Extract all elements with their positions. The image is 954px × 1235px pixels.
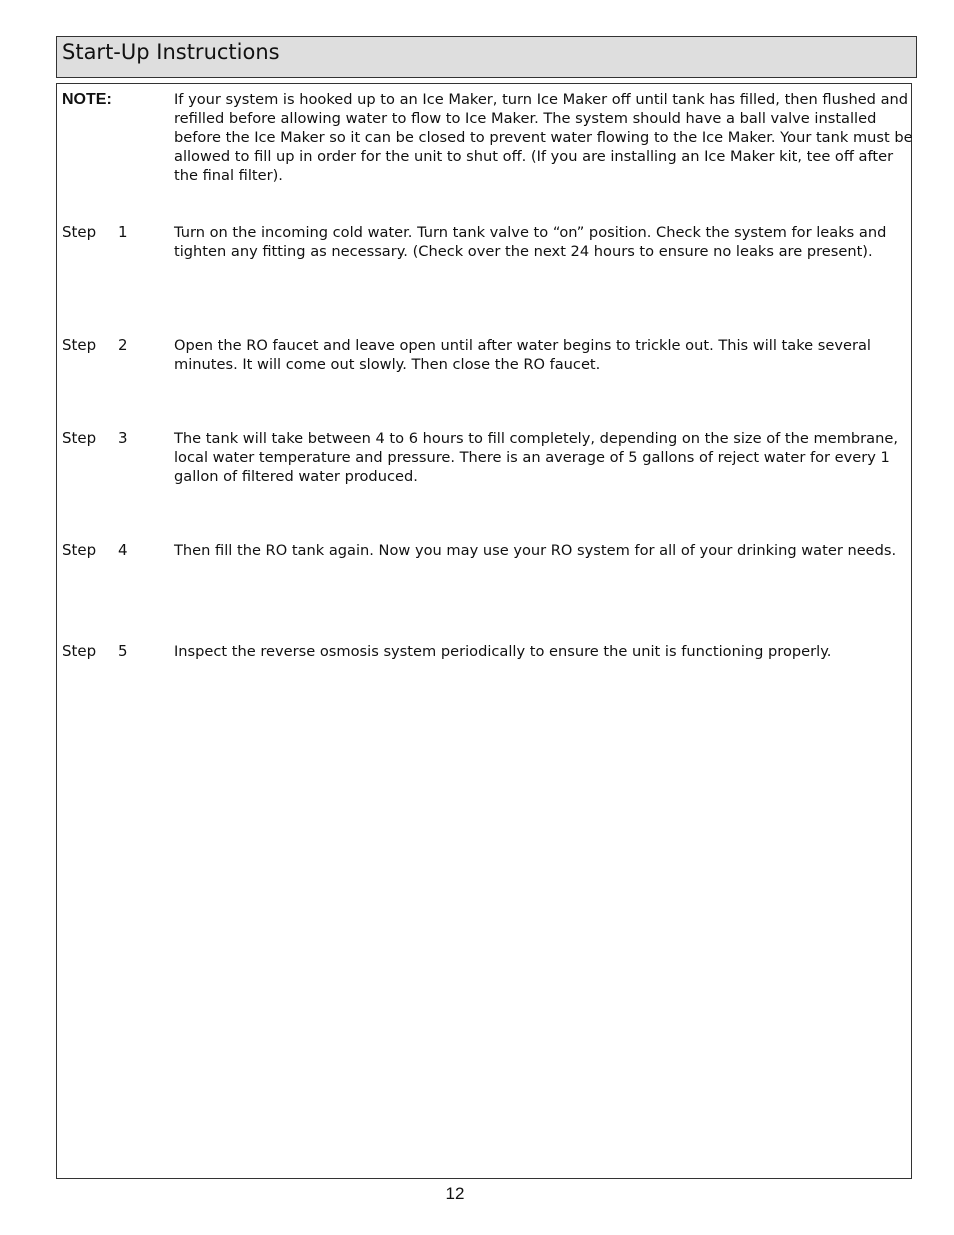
step-number: 2 [118,336,128,354]
step-text: Open the RO faucet and leave open until after water begins to trickle out. This will take several minutes. It will come out slowly. Then close the RO faucet. [174,337,871,373]
step-text: Inspect the reverse osmosis system periodically to ensure the unit is functioning properly. [174,643,832,660]
step-row [57,541,911,581]
step-label: Step [62,223,97,241]
note-text: If your system is hooked up to an Ice Maker, turn Ice Maker off until tank has filled, then flushed and refilled before allowing water to flow to Ice Maker. The system should have a ball valve installed before the Ice Maker so it can be closed to prevent water flowing to the Ice Maker. Your tank must be allowed to fill up in order for the unit to shut off. (If you are installing an Ice Maker kit, tee off after the final filter). [174,91,913,184]
section-title-bar [56,36,917,78]
page-title: Start-Up Instructions [62,40,280,64]
step-text: Then fill the RO tank again. Now you may use your RO system for all of your drinking water needs. [174,542,897,559]
step-label: Step [62,642,97,660]
note-label: NOTE: [62,91,112,108]
step-label: Step [62,541,97,559]
step-text: The tank will take between 4 to 6 hours to fill completely, depending on the size of the membrane, local water temperature and pressure. There is an average of 5 gallons of reject water for every 1 gallon of filtered water produced. [174,430,898,485]
instructions-box [56,83,912,1179]
step-number: 3 [118,429,128,447]
step-row [57,429,911,489]
step-text: Turn on the incoming cold water. Turn tank valve to “on” position. Check the system for leaks and tighten any fitting as necessary. (Check over the next 24 hours to ensure no leaks are present). [174,224,887,260]
step-row [57,223,911,283]
step-label: Step [62,336,97,354]
note-row [57,87,911,187]
step-number: 4 [118,541,128,559]
step-label: Step [62,429,97,447]
page-number: 12 [445,1184,465,1203]
step-number: 1 [118,223,128,241]
step-row [57,336,911,376]
step-row [57,642,911,662]
step-number: 5 [118,642,128,660]
